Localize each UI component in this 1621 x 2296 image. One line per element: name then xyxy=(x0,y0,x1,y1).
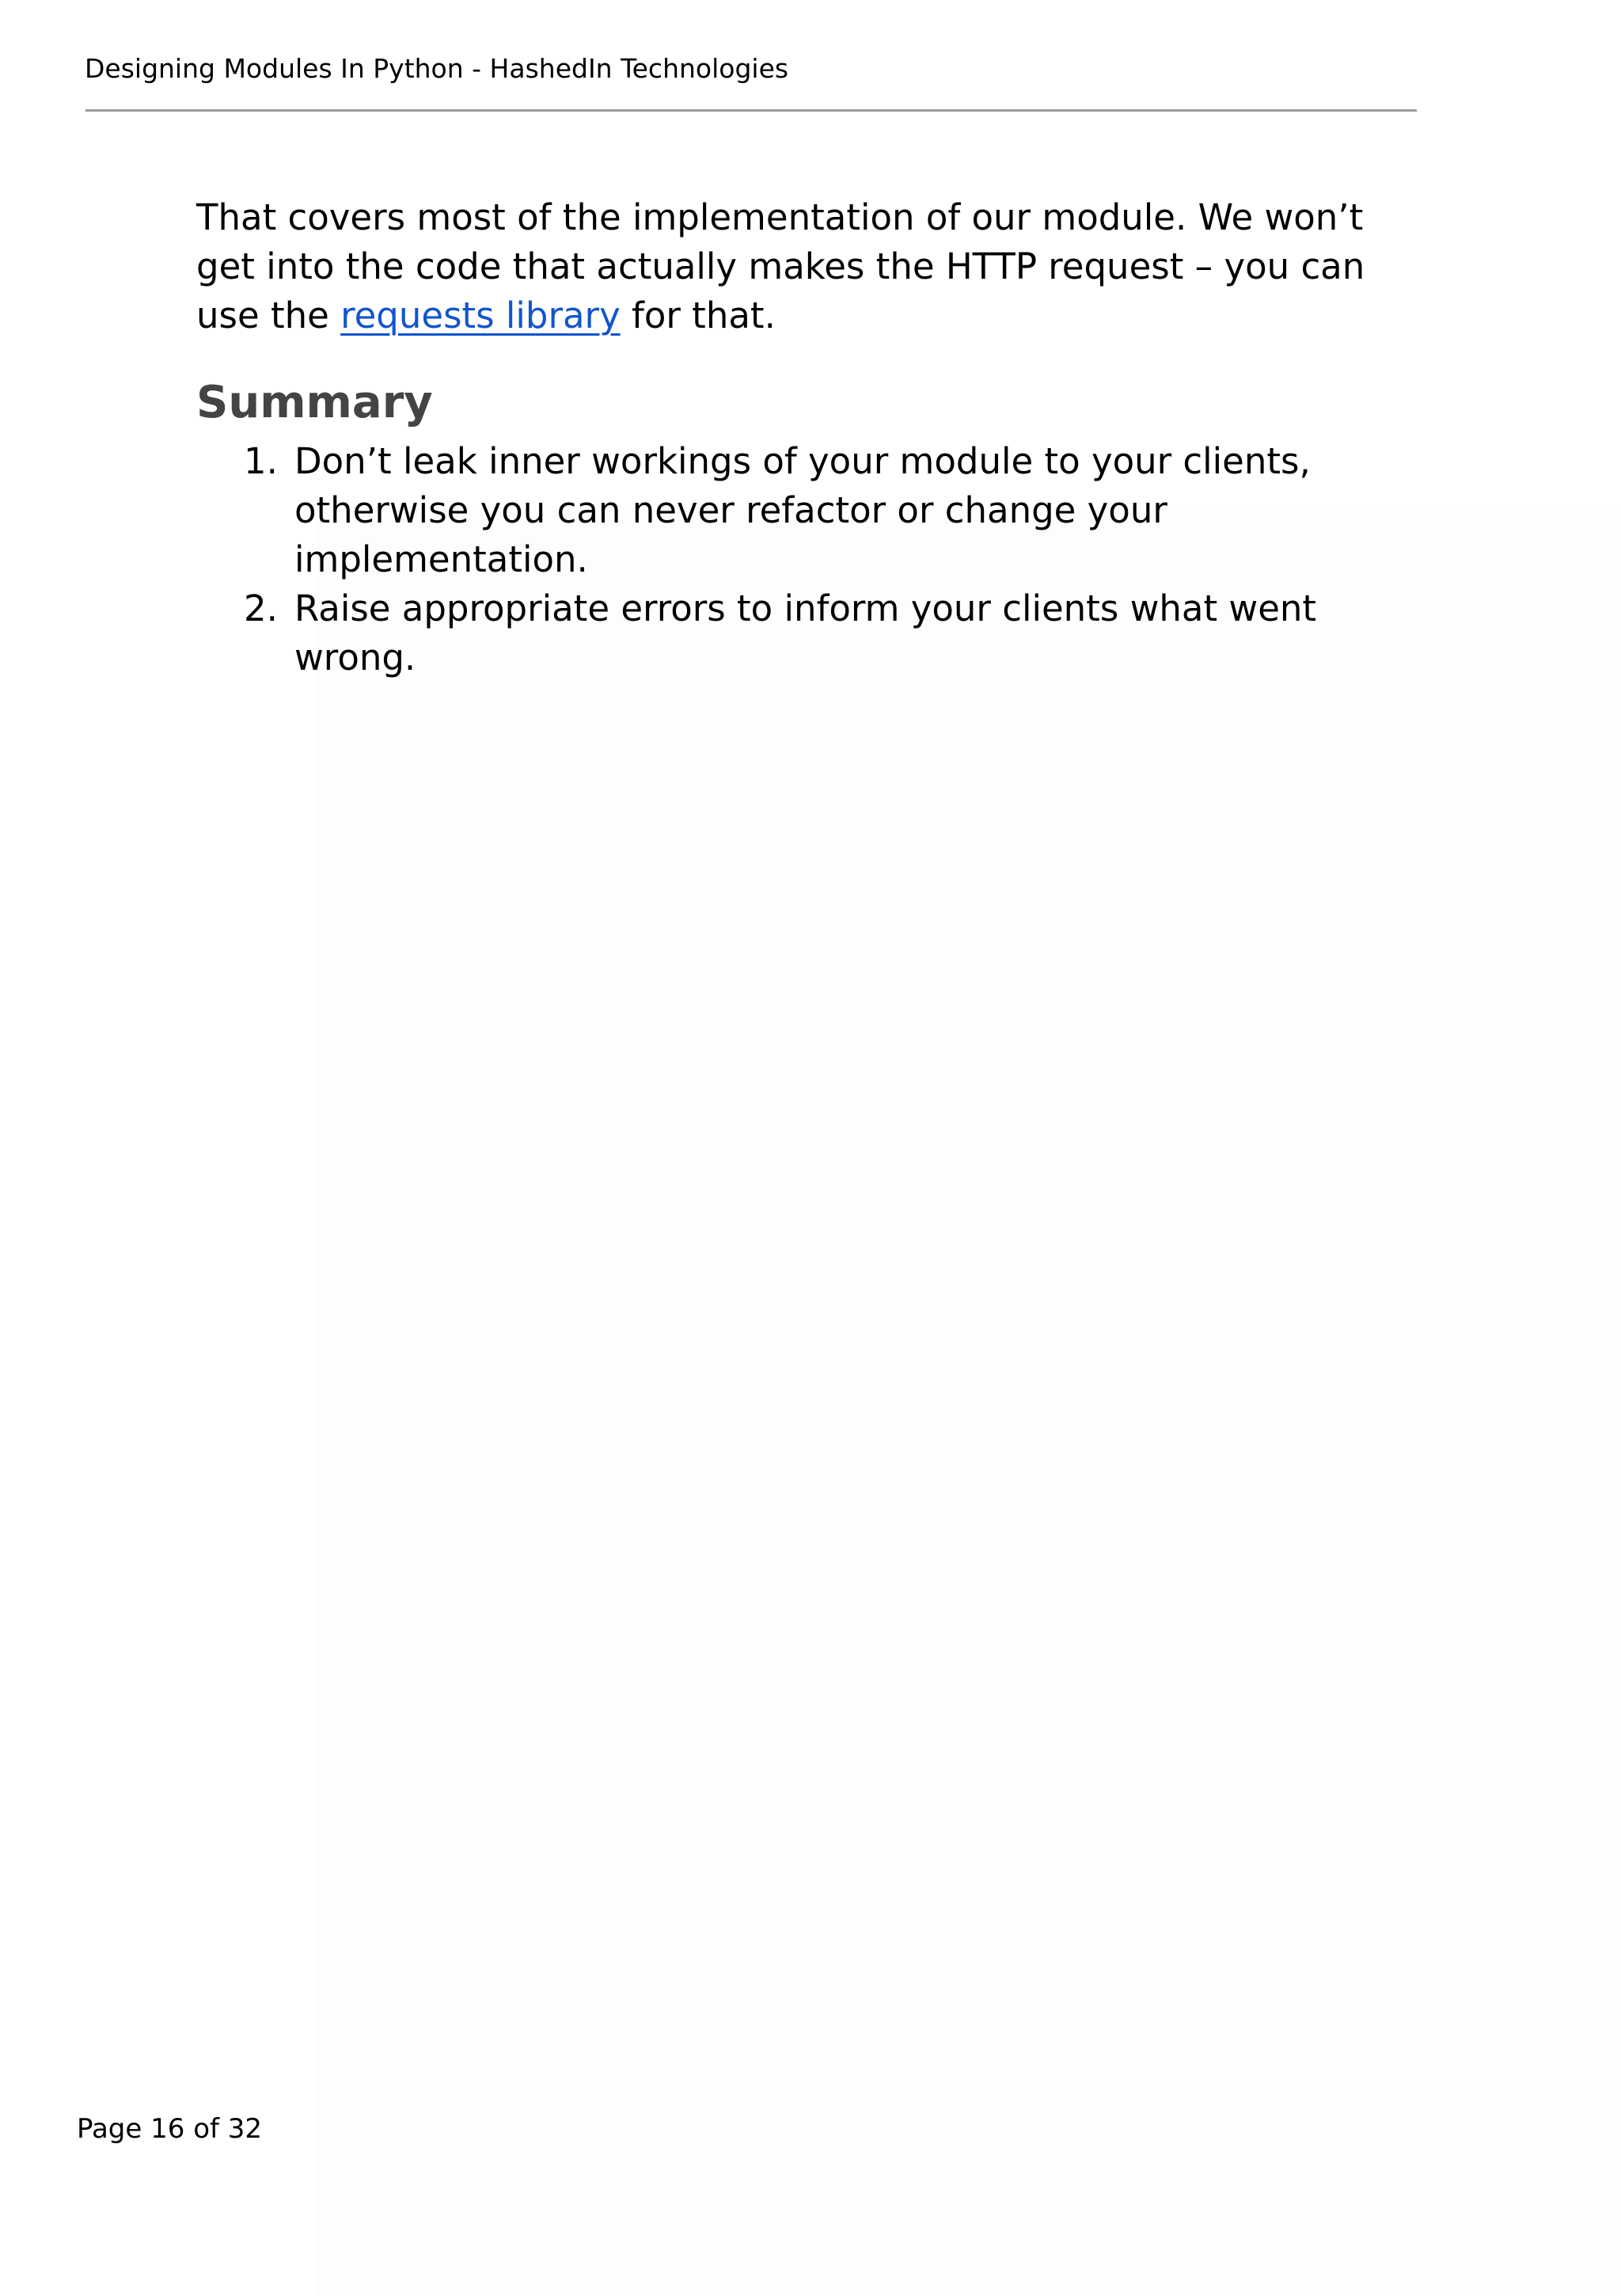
summary-item xyxy=(196,584,1399,682)
page-background-shade xyxy=(317,507,1621,2296)
summary-list xyxy=(196,437,1399,682)
intro-text-after-link: for that. xyxy=(620,295,776,336)
page-number: Page 16 of 32 xyxy=(77,2113,263,2145)
header-divider xyxy=(85,109,1417,112)
intro-text-before-link: That covers most of the implementation of our module. We won’t get into the code that actually makes the HTTP request – you can use the xyxy=(196,196,1365,336)
summary-item-number: 1. xyxy=(244,440,278,482)
summary-item-text: Don’t leak inner workings of your module to your clients, otherwise you can never refactor or change your implementation. xyxy=(294,440,1311,580)
summary-item-number: 2. xyxy=(244,587,278,629)
summary-heading: Summary xyxy=(196,377,433,428)
intro-paragraph xyxy=(196,193,1399,340)
summary-item xyxy=(196,437,1399,584)
requests-library-link[interactable]: requests library xyxy=(340,295,621,336)
document-body xyxy=(196,193,1399,682)
running-header: Designing Modules In Python - HashedIn Technologies xyxy=(85,53,789,84)
summary-item-text: Raise appropriate errors to inform your clients what went wrong. xyxy=(294,587,1317,679)
